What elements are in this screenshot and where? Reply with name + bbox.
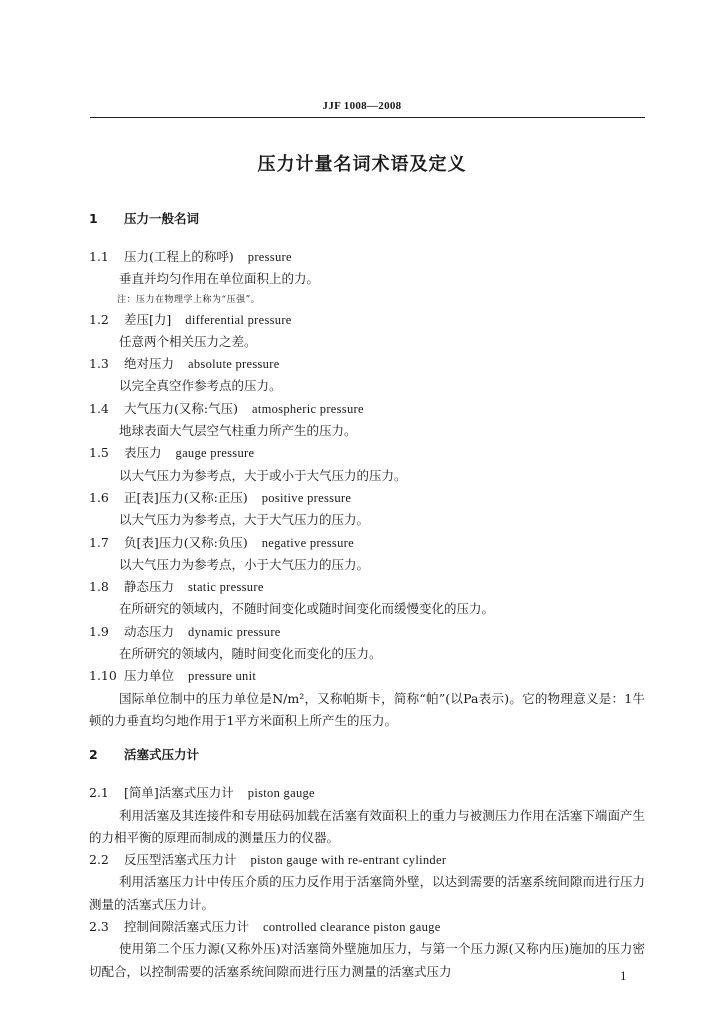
term-en: controlled clearance piston gauge	[263, 920, 441, 935]
term-cn: 大气压力(又称:气压)	[124, 400, 238, 416]
term-definition: 利用活塞及其连接件和专用砝码加载在活塞有效面积上的重力与被测压力作用在活塞下端面产生的力相平衡的原理而制成的测量压力的仪器。	[89, 807, 645, 845]
term-en: atmospheric pressure	[251, 401, 364, 416]
term-definition: 以大气压力为参考点，大于或小于大气压力的压力。	[119, 467, 407, 483]
term-cn: 压力单位	[124, 668, 175, 684]
section-number: 1	[89, 211, 98, 226]
section-title: 活塞式压力计	[124, 747, 200, 763]
term-cn: 表压力	[124, 445, 162, 461]
section-2-heading	[89, 744, 645, 766]
term-cn: 压力(工程上的称呼)	[124, 249, 234, 264]
term-en: absolute pressure	[188, 357, 280, 372]
term-cn: 绝对压力	[124, 356, 175, 372]
term-1-8	[89, 576, 645, 621]
term-definition: 任意两个相关压力之差。	[119, 333, 257, 349]
term-2-1	[89, 782, 645, 849]
term-1-6	[89, 487, 645, 532]
term-1-1	[89, 246, 645, 309]
term-definition: 以完全真空作参考点的压力。	[119, 378, 282, 394]
document-body	[89, 208, 645, 983]
term-definition: 国际单位制中的压力单位是N/m²，又称帕斯卡，简称“帕”(以Pa表示)。它的物理意义是：1牛顿的力垂直均匀地作用于1平方米面积上所产生的压力。	[89, 690, 645, 728]
term-cn: 静态压力	[124, 579, 175, 595]
section-1-heading	[89, 208, 645, 230]
term-number: 1.2	[89, 311, 109, 327]
term-cn: 负[表]压力(又称:负压)	[124, 534, 248, 550]
term-en: pressure	[247, 250, 292, 264]
term-cn: 反压型活塞式压力计	[124, 852, 237, 868]
term-number: 1.5	[89, 445, 109, 461]
section-number: 2	[89, 747, 98, 763]
term-en: piston gauge	[247, 786, 315, 801]
term-number: 1.6	[89, 489, 109, 505]
term-en: piston gauge with re-entrant cylinder	[250, 853, 447, 868]
term-1-4	[89, 398, 645, 443]
term-definition: 垂直并均匀作用在单位面积上的力。	[119, 271, 320, 287]
term-2-2	[89, 849, 645, 916]
section-title: 压力一般名词	[124, 211, 200, 226]
term-1-2	[89, 309, 645, 354]
term-number: 1.1	[89, 249, 109, 264]
term-definition: 在所研究的领域内，随时间变化而变化的压力。	[119, 646, 382, 662]
term-number: 1.9	[89, 623, 109, 639]
term-definition: 使用第二个压力源(又称外压)对活塞筒外壁施加压力，与第一个压力源(又称内压)施加的压力密切配合，以控制需要的活塞系统间隙而进行压力测量的活塞式压力	[89, 941, 645, 979]
term-en: pressure unit	[188, 669, 257, 684]
term-number: 2.3	[89, 919, 109, 935]
term-note: 注：压力在物理学上称为“压强”。	[117, 294, 261, 305]
term-cn: 差压[力]	[124, 311, 172, 327]
term-definition: 地球表面大气层空气柱重力所产生的压力。	[119, 423, 357, 439]
term-cn: 动态压力	[124, 623, 175, 639]
term-1-10	[89, 665, 645, 732]
term-en: dynamic pressure	[188, 624, 281, 639]
term-en: gauge pressure	[175, 446, 255, 461]
term-en: differential pressure	[185, 312, 292, 327]
term-number: 1.4	[89, 400, 109, 416]
term-2-3	[89, 916, 645, 983]
term-definition: 以大气压力为参考点，小于大气压力的压力。	[119, 556, 370, 572]
standard-code-header: JJF 1008—2008	[322, 100, 402, 112]
term-definition: 在所研究的领域内，不随时间变化或随时间变化而缓慢变化的压力。	[119, 601, 495, 617]
term-number: 2.2	[89, 852, 109, 868]
term-number: 1.3	[89, 356, 109, 372]
term-number: 1.10	[89, 668, 117, 684]
term-cn: [简单]活塞式压力计	[124, 785, 234, 801]
term-1-9	[89, 621, 645, 666]
term-1-5	[89, 442, 645, 487]
term-1-7	[89, 532, 645, 577]
term-en: static pressure	[188, 580, 264, 595]
page-title: 压力计量名词术语及定义	[257, 154, 467, 175]
term-definition: 以大气压力为参考点，大于大气压力的压力。	[119, 512, 370, 528]
term-number: 1.8	[89, 579, 109, 595]
term-en: negative pressure	[261, 535, 354, 550]
header-rule	[90, 117, 645, 118]
term-1-3	[89, 353, 645, 398]
term-cn: 正[表]压力(又称:正压)	[124, 489, 248, 505]
term-number: 2.1	[89, 785, 109, 801]
page-number: 1	[620, 968, 627, 983]
term-cn: 控制间隙活塞式压力计	[124, 919, 250, 935]
term-number: 1.7	[89, 534, 109, 550]
term-definition: 利用活塞压力计中传压介质的压力反作用于活塞筒外壁，以达到需要的活塞系统间隙而进行压力测量的活塞式压力计。	[89, 874, 645, 912]
term-en: positive pressure	[261, 490, 352, 505]
